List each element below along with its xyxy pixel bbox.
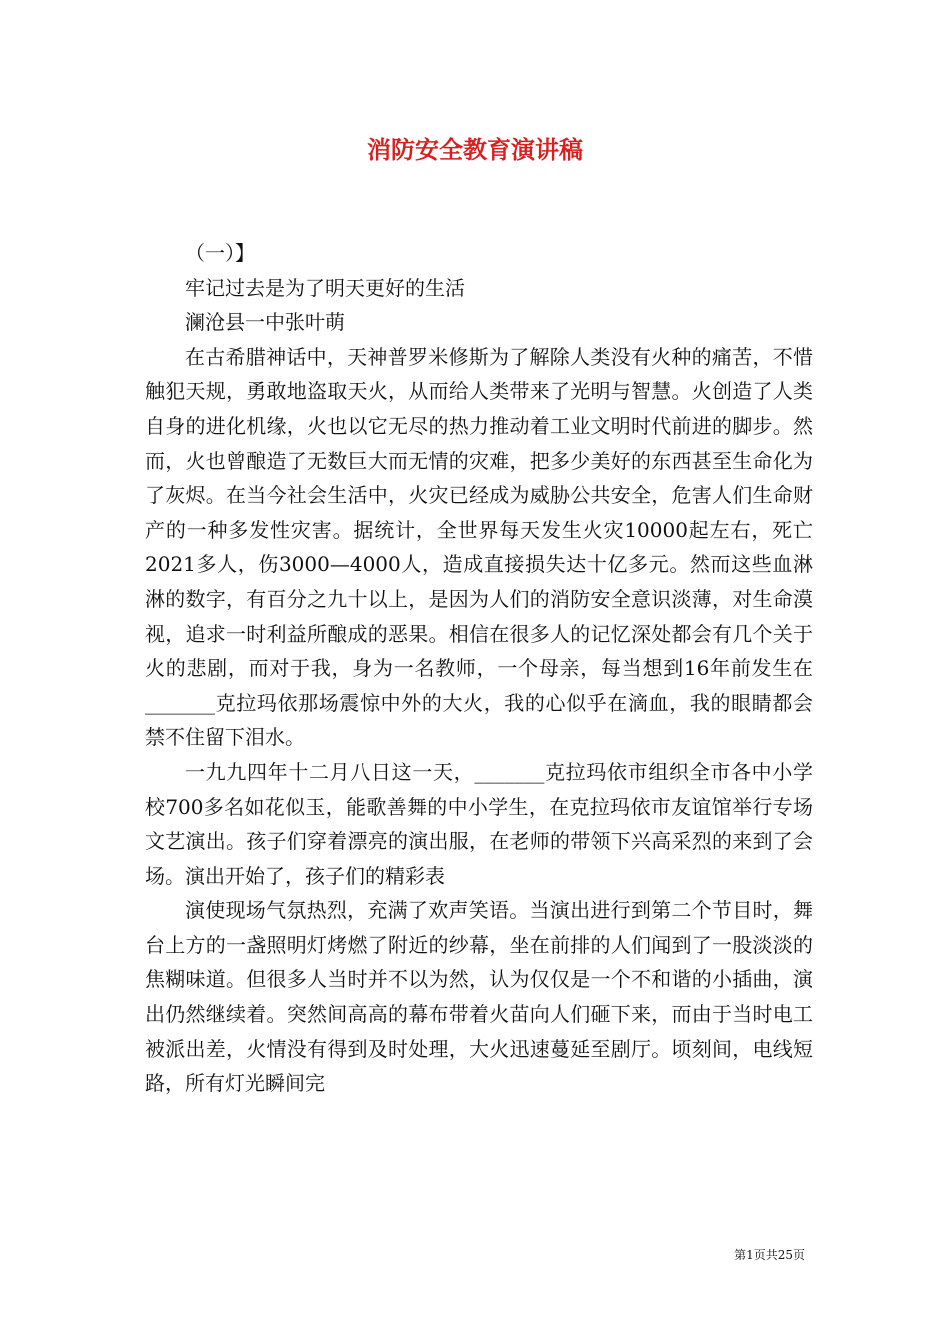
speech-subtitle: 牢记过去是为了明天更好的生活	[185, 275, 465, 300]
section-marker: （一）】	[185, 241, 255, 265]
document-body	[145, 236, 813, 1101]
body-paragraph: 在古希腊神话中，天神普罗米修斯为了解除人类没有火种的痛苦，不惜触犯天规，勇敢地盗取天火，从而给人类带来了光明与智慧。火创造了人类自身的进化机缘，火也以它无尽的热力推动着工业文明时代前进的脚步。然而，火也曾酿造了无数巨大而无情的灾难，把多少美好的东西甚至生命化为了灰烬。在当今社会生活中，火灾已经成为威胁公共安全，危害人们生命财产的一种多发性灾害。据统计，全世界每天发生火灾10000起左右，死亡2021多人，伤3000—4000人，造成直接损失达十亿多元。然而这些血淋淋的数字，有百分之九十以上，是因为人们的消防安全意识淡薄，对生命漠视，追求一时利益所酿成的恶果。相信在很多人的记忆深处都会有几个关于火的悲剧，而对于我，身为一名教师，一个母亲，每当想到16年前发生在_______克拉玛依那场震惊中外的大火，我的心似乎在滴血，我的眼睛都会禁不住留下泪水。	[145, 344, 813, 750]
body-paragraph: 一九九四年十二月八日这一天，_______克拉玛依市组织全市各中小学校700多名如花似玉，能歌善舞的中小学生，在克拉玛依市友谊馆举行专场文艺演出。孩子们穿着漂亮的演出服，在老师的带领下兴高采烈的来到了会场。演出开始了，孩子们的精彩表	[145, 759, 813, 888]
page-number: 第1页共25页	[734, 1248, 805, 1262]
body-paragraph: 演使现场气氛热烈，充满了欢声笑语。当演出进行到第二个节目时，舞台上方的一盏照明灯烤燃了附近的纱幕，坐在前排的人们闻到了一股淡淡的焦糊味道。但很多人当时并不以为然，认为仅仅是一个不和谐的小插曲，演出仍然继续着。突然间高高的幕布带着火苗向人们砸下来，而由于当时电工被派出差，火情没有得到及时处理，大火迅速蔓延至剧厅。顷刻间，电线短路，所有灯光瞬间完	[145, 898, 813, 1096]
author-line: 澜沧县一中张叶萌	[185, 310, 345, 335]
page-title: 消防安全教育演讲稿	[367, 135, 583, 164]
